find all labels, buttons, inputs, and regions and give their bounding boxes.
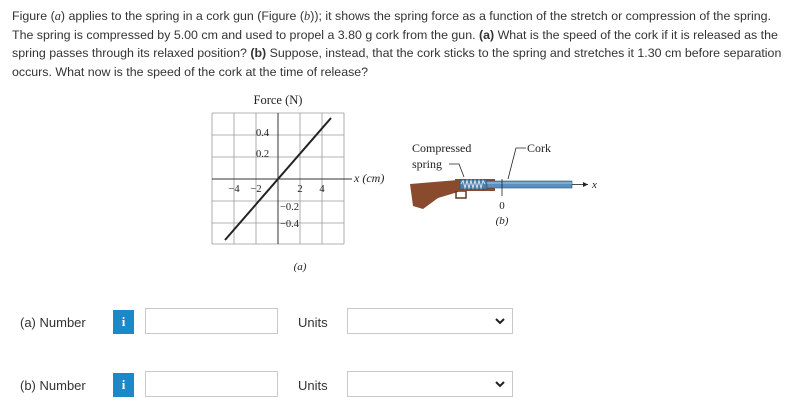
part-a-marker: (a): [478, 27, 495, 42]
y-tick-0-4: 0.4: [256, 128, 270, 139]
cork-gun-drawing: [410, 141, 597, 227]
y-tick-0-2: 0.2: [256, 149, 270, 160]
part-b-number-input[interactable]: [145, 371, 278, 397]
answer-row-a: [0, 308, 790, 338]
part-b-number-label: (b) Number: [20, 378, 86, 393]
y-tick-neg-0-2: −0.2: [280, 202, 300, 213]
graph-caption: (a): [293, 261, 307, 273]
figure-svg: [200, 88, 620, 278]
cork-label: Cork: [527, 141, 551, 155]
part-b-units-select[interactable]: [347, 371, 513, 397]
part-a-number-input[interactable]: [145, 308, 278, 334]
gun-caption: (b): [495, 215, 509, 227]
part-b-info-button[interactable]: i: [113, 373, 134, 397]
chevron-down-icon: [494, 378, 506, 390]
compressed-label-line1: Compressed: [412, 141, 472, 155]
x-tick-4: 4: [319, 184, 325, 195]
graph-x-axis-label: x (cm): [354, 171, 385, 185]
force-graph: [212, 93, 384, 273]
gun-x-label: x: [592, 179, 597, 191]
part-a-units-label: Units: [298, 315, 328, 330]
part-b-marker: (b): [250, 46, 267, 60]
gun-stock: [410, 180, 458, 209]
x-tick-neg-4: −4: [228, 184, 240, 195]
part-a-number-label: (a) Number: [20, 315, 86, 330]
answer-row-b: [0, 371, 790, 401]
figure: [200, 88, 620, 278]
y-tick-neg-0-4: −0.4: [280, 219, 300, 230]
gun-zero-label: 0: [499, 200, 505, 212]
question-text: Figure (a) applies to the spring in a cork gun (Figure (b)); it shows the spring force as a function of the stretch or compression of the spring. The spring is compressed by 5.00 cm and used to propel a 3.80 g cork from the gun. (a) What is the speed of the cork if it is released as the spring passes through its relaxed position? (b) Suppose, instead, that the cork sticks to the spring and stretches it 1.30 cm before separation occurs. What now is the speed of the cork at the time of release?: [12, 9, 782, 79]
x-tick-2: 2: [297, 184, 303, 195]
compressed-label-line2: spring: [412, 157, 442, 171]
gun-barrel: [487, 181, 572, 188]
chevron-down-icon: [494, 315, 506, 327]
graph-y-axis-label: Force (N): [253, 93, 303, 107]
part-a-info-button[interactable]: i: [113, 310, 134, 334]
x-tick-neg-2: −2: [250, 184, 262, 195]
part-a-units-select[interactable]: [347, 308, 513, 334]
part-b-units-label: Units: [298, 378, 328, 393]
